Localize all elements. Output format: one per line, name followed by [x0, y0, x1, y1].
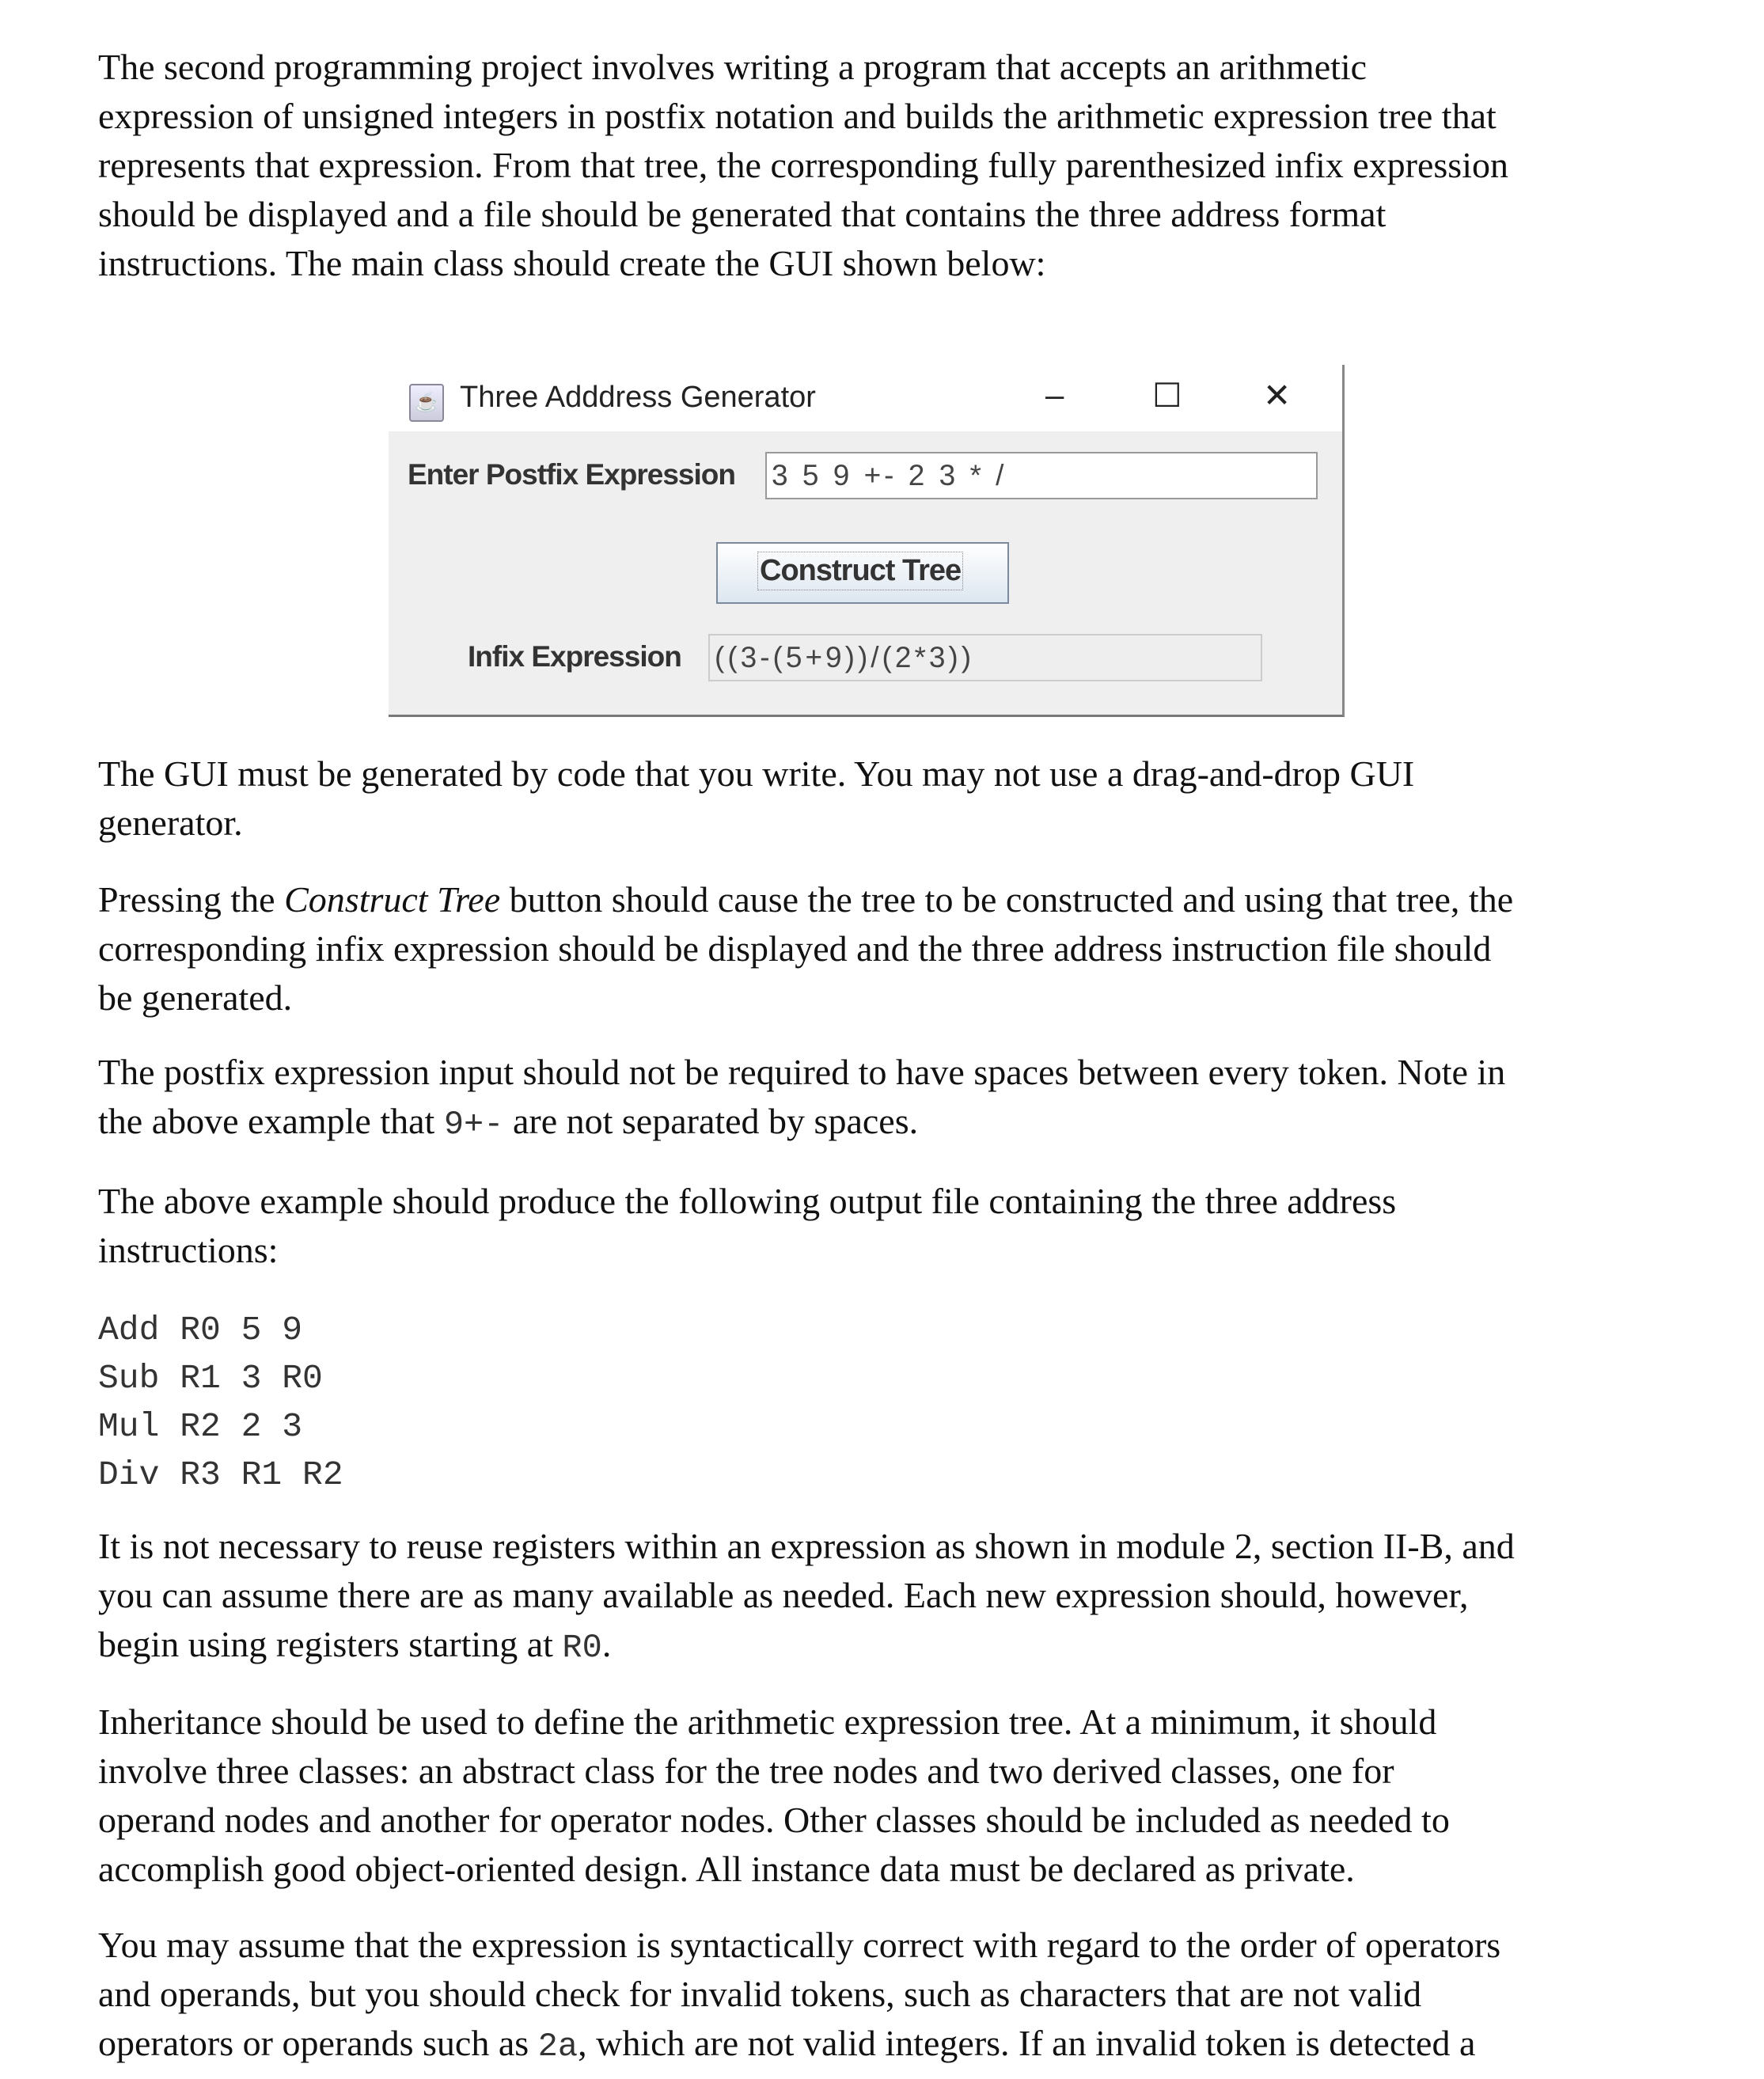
- text: begin using registers starting at: [98, 1624, 563, 1664]
- text-line: You may assume that the expression is syntactically correct with regard to the order of operators: [98, 1925, 1501, 1965]
- paragraph-spaces: [98, 1048, 1505, 1149]
- text-line: operand nodes and another for operator nodes. Other classes should be included as needed to: [98, 1800, 1450, 1840]
- text-line: corresponding infix expression should be displayed and the three address instruction file should: [98, 928, 1492, 969]
- text: button should cause the tree to be constructed and using that tree, the: [500, 879, 1514, 920]
- minimize-button[interactable]: –: [1045, 376, 1064, 413]
- code-line: Sub R1 3 R0: [98, 1359, 323, 1398]
- maximize-button[interactable]: ☐: [1152, 377, 1182, 414]
- text-line: represents that expression. From that tree, the corresponding fully parenthesized infix expression: [98, 145, 1508, 185]
- paragraph-validation: [98, 1921, 1500, 2071]
- infix-label: Infix Expression: [468, 640, 681, 673]
- intro-paragraph: [98, 43, 1508, 288]
- paragraph-gui: [98, 749, 1414, 848]
- paragraph-construct: [98, 875, 1513, 1022]
- code-text: 9+-: [443, 1106, 504, 1144]
- code-text: 2a: [537, 2028, 579, 2066]
- text-line: instructions. The main class should create the GUI shown below:: [98, 243, 1046, 283]
- text: are not separated by spaces.: [503, 1101, 919, 1141]
- text-line: and operands, but you should check for invalid tokens, such as characters that are not valid: [98, 1974, 1422, 2014]
- text-line: [98, 875, 1513, 924]
- italic-text: Construct Tree: [284, 879, 501, 920]
- code-line: Div R3 R1 R2: [98, 1455, 343, 1494]
- close-button[interactable]: ✕: [1263, 377, 1292, 414]
- paragraph-output: [98, 1177, 1396, 1275]
- code-text: R0: [562, 1629, 602, 1667]
- java-app-icon: ☕: [409, 384, 444, 422]
- text-line: accomplish good object-oriented design. All instance data must be declared as private.: [98, 1849, 1355, 1889]
- text: , which are not valid integers. If an invalid token is detected a: [578, 2023, 1476, 2063]
- postfix-label: Enter Postfix Expression: [408, 458, 735, 491]
- code-line: Mul R2 2 3: [98, 1407, 303, 1446]
- text-line: be generated.: [98, 977, 293, 1018]
- code-line: Add R0 5 9: [98, 1311, 303, 1349]
- text-line: The above example should produce the following output file containing the three address: [98, 1181, 1397, 1221]
- text-line: Inheritance should be used to define the arithmetic expression tree. At a minimum, it should: [98, 1702, 1437, 1742]
- text-line: The postfix expression input should not be required to have spaces between every token. Note in: [98, 1052, 1506, 1092]
- text-line: you can assume there are as many available as needed. Each new expression should, however,: [98, 1575, 1469, 1615]
- text-line: should be displayed and a file should be generated that contains the three address format: [98, 194, 1387, 234]
- paragraph-registers: [98, 1522, 1515, 1672]
- text-line: [98, 1097, 1505, 1149]
- infix-output: ((3-(5+9))/(2*3)): [708, 634, 1262, 681]
- text-line: instructions:: [98, 1230, 279, 1270]
- text: .: [601, 1624, 612, 1664]
- button-label: Construct Tree: [757, 552, 963, 590]
- window-title: Three Adddress Generator: [460, 381, 816, 414]
- text-line: [98, 1620, 1515, 1672]
- gui-window-screenshot: [389, 365, 1345, 717]
- postfix-input[interactable]: 3 5 9 +- 2 3 * /: [765, 452, 1318, 499]
- text-line: It is not necessary to reuse registers within an expression as shown in module 2, section II-B, and: [98, 1526, 1515, 1566]
- title-bar: [389, 365, 1342, 431]
- text-line: The second programming project involves writing a program that accepts an arithmetic: [98, 47, 1368, 87]
- text-line: generator.: [98, 802, 243, 843]
- code-block: [98, 1306, 343, 1499]
- construct-tree-button[interactable]: [716, 542, 1009, 604]
- text-line: involve three classes: an abstract class for the tree nodes and two derived classes, one for: [98, 1751, 1394, 1791]
- text-line: The GUI must be generated by code that you write. You may not use a drag-and-drop GUI: [98, 753, 1415, 794]
- text-line: [98, 2019, 1500, 2071]
- paragraph-inheritance: [98, 1698, 1450, 1894]
- text-line: expression of unsigned integers in postfix notation and builds the arithmetic expression tree that: [98, 96, 1497, 136]
- text: Pressing the: [98, 879, 285, 920]
- text: the above example that: [98, 1101, 444, 1141]
- text: operators or operands such as: [98, 2023, 538, 2063]
